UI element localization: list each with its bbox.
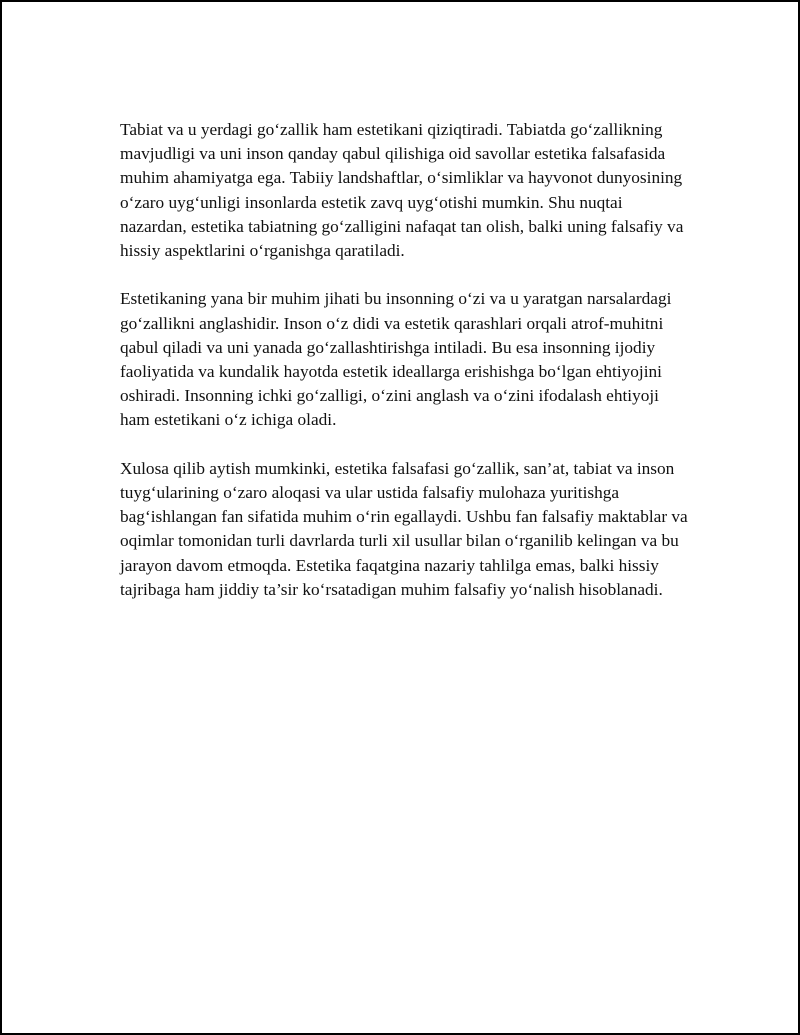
paragraph-conclusion: Xulosa qilib aytish mumkinki, estetika falsafasi go‘zallik, san’at, tabiat va inson tuyg‘ularining o‘zaro aloqasi va ular ustida falsafiy mulohaza yuritishga bag‘ishlangan fan sifatida muhim o‘rin egallaydi. Ushbu fan falsafiy maktablar va oqimlar tomonidan turli davrlarda turli xil usullar bilan o‘rganilib kelingan va bu jarayon davom etmoqda. Estetika faqatgina nazariy tahlilga emas, balki hissiy tajribaga ham jiddiy ta’sir ko‘rsatadigan muhim falsafiy yo‘nalish hisoblanadi. xyxy=(120,458,688,599)
paragraph-nature-beauty: Tabiat va u yerdagi go‘zallik ham estetikani qiziqtiradi. Tabiatda go‘zallikning mavjudligi va uni inson qanday qabul qilishiga oid savollar estetika falsafasida muhim ahamiyatga ega. Tabiiy landshaftlar, o‘simliklar va hayvonot dunyosining o‘zaro uyg‘unligi insonlarda estetik zavq uyg‘otishi mumkin. Shu nuqtai nazardan, estetika tabiatning go‘zalligini nafaqat tan olish, balki uning falsafiy va hissiy aspektlarini o‘rganishga qaratiladi. xyxy=(120,120,684,261)
document-body xyxy=(120,118,692,626)
paragraph-human-beauty: Estetikaning yana bir muhim jihati bu insonning o‘zi va u yaratgan narsalardagi go‘zallikni anglashidir. Inson o‘z didi va estetik qarashlari orqali atrof-muhitni qabul qiladi va uni yanada go‘zallashtirishga intiladi. Bu esa insonning ijodiy faoliyatida va kundalik hayotda estetik ideallarga erishishga bo‘lgan ehtiyojini oshiradi. Insonning ichki go‘zalligi, o‘zini anglash va o‘zini ifodalash ehtiyoji ham estetikani o‘z ichiga oladi. xyxy=(120,289,672,430)
